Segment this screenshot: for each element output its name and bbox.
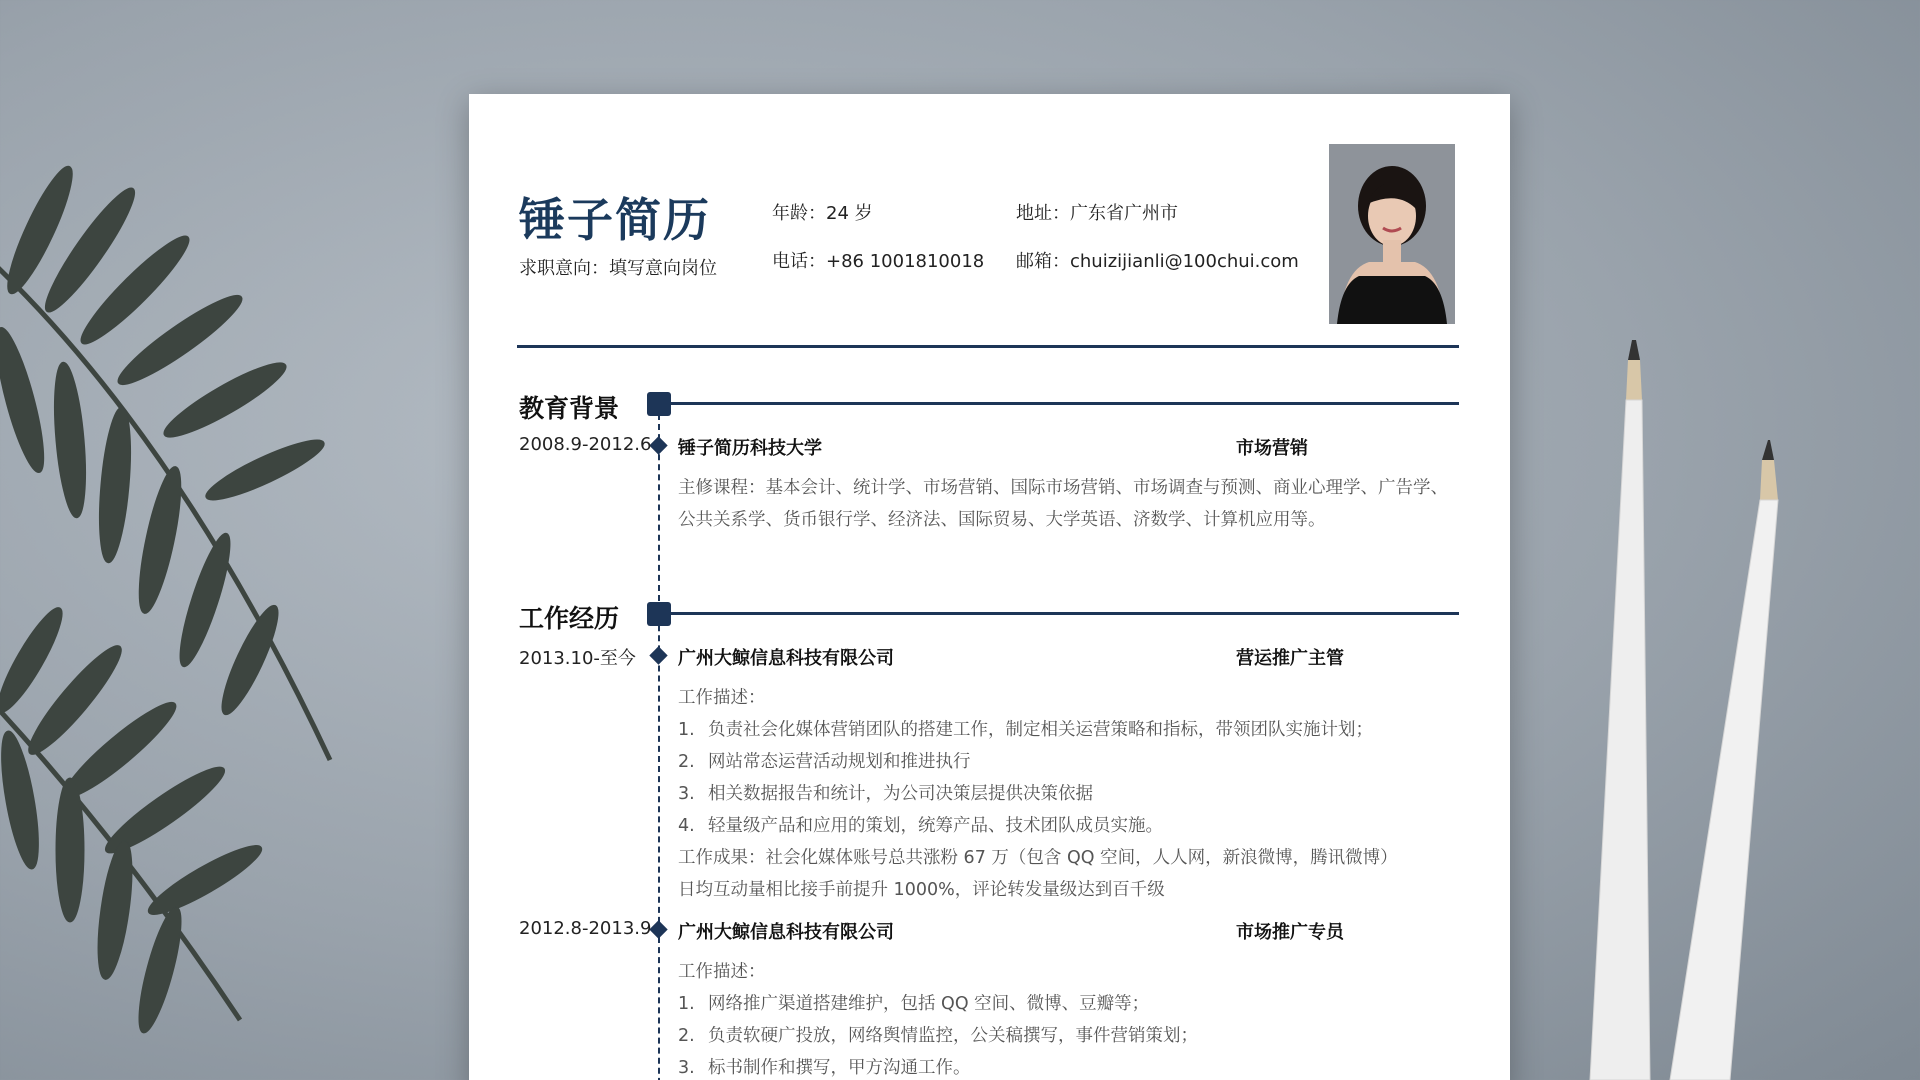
list-number: 2. [678,1026,695,1046]
company-name: 广州大鲸信息科技有限公司 [678,648,894,669]
list-item [678,748,971,773]
avatar [1329,144,1455,324]
timeline-diamond [649,436,667,454]
list-text: 负责软硬广投放，网络舆情监控，公关稿撰写，事件营销策划； [708,1026,1198,1046]
education-date: 2008.9-2012.6 [519,434,652,455]
school-name: 锤子简历科技大学 [678,438,822,459]
courses-line-2: 公共关系学、货币银行学、经济法、国际贸易、大学英语、济数学、计算机应用等。 [678,510,1326,530]
section-marker [647,602,671,626]
section-divider [671,402,1459,405]
work-date: 2013.10-至今 [519,648,636,669]
list-number: 2. [678,752,695,772]
work-desc-label: 工作描述： [678,688,766,708]
list-text: 轻量级产品和应用的策划，统筹产品、技术团队成员实施。 [708,816,1163,836]
list-item [678,812,1163,837]
list-number: 1. [678,720,695,740]
job-role: 市场推广专员 [1236,922,1344,943]
list-text: 标书制作和撰写，甲方沟通工作。 [708,1058,971,1078]
list-text: 相关数据报告和统计，为公司决策层提供决策依据 [708,784,1093,804]
job-objective: 求职意向：填写意向岗位 [519,258,717,279]
pencils-decoration [1580,340,1920,1080]
list-text: 网站常态运营活动规划和推进执行 [708,752,971,772]
major: 市场营销 [1236,438,1308,459]
timeline-line [658,414,660,1080]
section-divider [671,612,1459,615]
list-number: 4. [678,816,695,836]
courses-line-1: 主修课程：基本会计、统计学、市场营销、国际市场营销、市场调查与预测、商业心理学、广告学、 [678,478,1448,498]
address-info: 地址：广东省广州市 [1016,203,1178,224]
job-role: 营运推广主管 [1236,648,1344,669]
email-info: 邮箱：chuizijianli@100chui.com [1016,251,1299,272]
age-info: 年龄：24 岁 [772,203,873,224]
work-desc-label: 工作描述： [678,962,766,982]
list-number: 1. [678,994,695,1014]
list-text: 负责社会化媒体营销团队的搭建工作，制定相关运营策略和指标，带领团队实施计划； [708,720,1373,740]
list-item [678,1054,971,1079]
list-text: 网络推广渠道搭建维护，包括 QQ 空间、微博、豆瓣等； [708,994,1150,1014]
list-number: 3. [678,784,695,804]
list-number: 3. [678,1058,695,1078]
phone-info: 电话：+86 1001810018 [772,251,985,272]
work-title: 工作经历 [519,604,620,633]
timeline-diamond [649,646,667,664]
list-item [678,716,1373,741]
work-result-line-1: 工作成果：社会化媒体账号总共涨粉 67 万（包含 QQ 空间，人人网，新浪微博，腾讯微博） [678,848,1398,868]
section-marker [647,392,671,416]
timeline-diamond [649,920,667,938]
profile-photo [1329,144,1455,324]
work-result-line-2: 日均互动量相比接手前提升 1000%，评论转发量级达到百千级 [678,880,1165,900]
resume-paper [469,94,1510,1080]
list-item [678,990,1149,1015]
resume-name: 锤子简历 [519,193,711,247]
list-item [678,1022,1198,1047]
fern-leaf-decoration [0,140,440,1080]
company-name: 广州大鲸信息科技有限公司 [678,922,894,943]
list-item [678,780,1093,805]
education-title: 教育背景 [519,394,620,423]
work-date: 2012.8-2013.9 [519,918,652,939]
header-divider [517,345,1459,348]
